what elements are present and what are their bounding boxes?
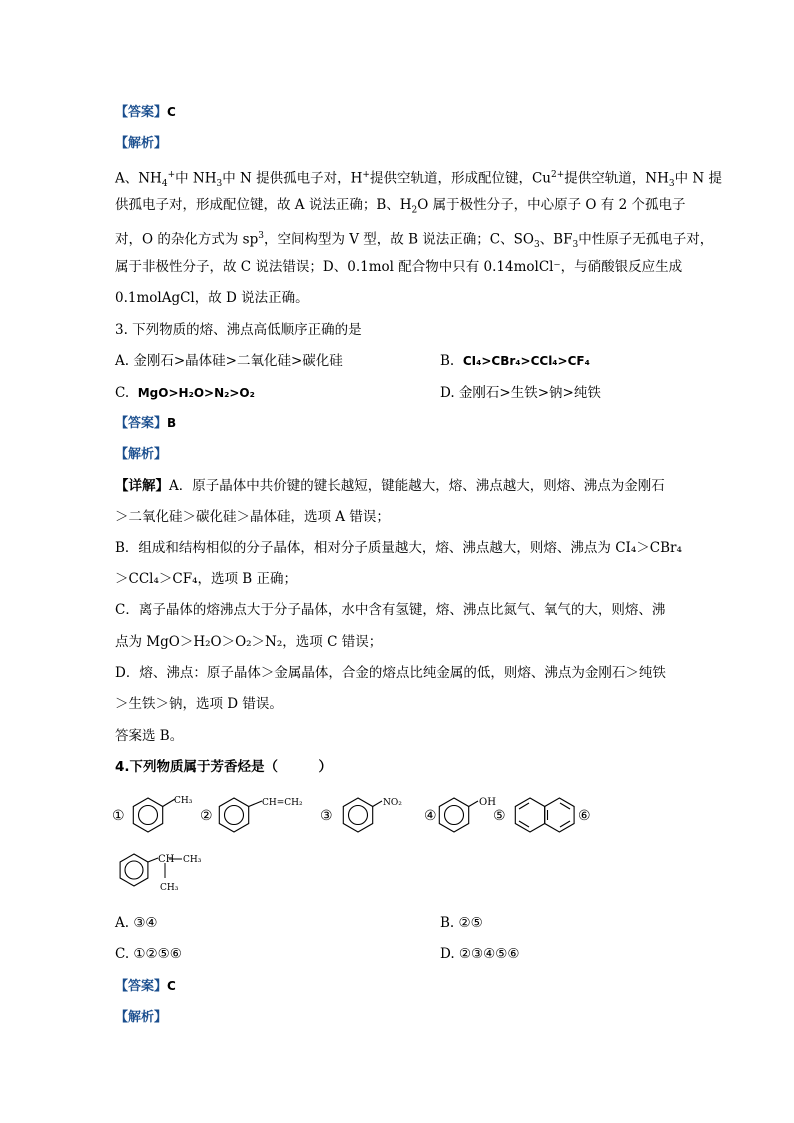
svg-text:CH: CH: [158, 854, 175, 865]
q3-detail-line-4: ＞CCl₄＞CF₄，选项 B 正确；: [115, 571, 297, 587]
q3-conclusion: 答案选 B。: [115, 728, 184, 744]
q4-stem: 4.下列物质属于芳香烃是（ ）: [115, 759, 333, 775]
svg-text:CH₃: CH₃: [183, 855, 202, 865]
naphthalene-structure: [515, 798, 574, 832]
svg-text:OH: OH: [479, 797, 496, 808]
nitrobenzene-structure: [343, 798, 382, 832]
svg-text:NO₂: NO₂: [383, 798, 402, 808]
label-4: ④: [424, 808, 437, 824]
q4-option-a: A. ③④: [115, 915, 158, 931]
q3-option-a: A. 金刚石>晶体硅>二氧化硅>碳化硅: [115, 353, 343, 369]
svg-text:CH=CH₂: CH=CH₂: [262, 798, 303, 808]
label-6: ⑥: [578, 808, 591, 824]
q2-analysis-tag: 【解析】: [115, 136, 168, 151]
q3-detail-line-7: D．熔、沸点：原子晶体＞金属晶体，合金的熔点比纯金属的低，则熔、沸点为金刚石＞纯铁: [115, 665, 666, 681]
q4-option-d: D. ②③④⑤⑥: [440, 946, 520, 962]
cumene-structure: [110, 848, 230, 900]
q3-detail-line-3: B．组成和结构相似的分子晶体，相对分子质量越大，熔、沸点越大，则熔、沸点为 CI₄＞CBr₄: [115, 540, 682, 556]
q2-analysis-line-3: 对，O 的杂化方式为 $sp^3$，空间构型为 V 型，故 B 说法正确；C、$SO_3$、$BF_3$中性原子无孤电子对，: [115, 231, 714, 251]
label-5: ⑤: [493, 808, 506, 824]
answer-tag: 【答案】: [115, 105, 168, 120]
answer-value: C: [167, 105, 176, 119]
q3-detail-line-2: ＞二氧化硅＞碳化硅＞晶体硅，选项 A 错误；: [115, 509, 390, 525]
q4-answer-line: 【答案】C: [115, 979, 176, 994]
q3-stem: 3. 下列物质的熔、沸点高低顺序正确的是: [115, 322, 362, 338]
svg-text:CH₃: CH₃: [160, 883, 179, 893]
q3-answer-line: 【答案】B: [115, 416, 177, 431]
q3-option-b: B. CI₄>CBr₄>CCl₄>CF₄: [440, 353, 590, 369]
styrene-structure: [219, 798, 262, 832]
q4-option-c: C. ①②⑤⑥: [115, 946, 182, 962]
svg-text:CH₃: CH₃: [174, 796, 193, 806]
q2-answer-line: [115, 102, 176, 123]
q3-detail-line-6: 点为 MgO＞H₂O＞O₂＞N₂，选项 C 错误；: [115, 634, 383, 650]
q3-detail-line-5: C．离子晶体的熔沸点大于分子晶体，水中含有氢键，熔、沸点比氮气、氧气的大，则熔、沸: [115, 602, 666, 618]
q2-analysis-line-2: 供孤电子对，形成配位键，故 A 说法正确；B、$H_2O$ 属于极性分子，中心原子 O 有 2 个孤电子: [115, 197, 686, 216]
q3-option-d: D. 金刚石>生铁>钠>纯铁: [440, 385, 601, 401]
q4-analysis-tag: 【解析】: [115, 1010, 168, 1025]
phenol-structure: [439, 798, 478, 832]
q2-analysis-line-5: 0.1molAgCl，故 D 说法正确。: [115, 290, 309, 306]
q3-detail-line-8: ＞生铁＞钠，选项 D 错误。: [115, 696, 283, 712]
label-2: ②: [200, 808, 213, 824]
q4-option-b: B. ②⑤: [440, 915, 483, 931]
toluene-structure: [133, 798, 175, 832]
q3-option-c: C. MgO>H₂O>N₂>O₂: [115, 385, 255, 401]
q2-analysis-line-1: A、$NH_4^+$中 $NH_3$中 N 提供孤电子对，H+提供空轨道，形成配位键，$Cu^{2+}$提供空轨道，$NH_3$中 N 提: [115, 170, 723, 190]
label-1: ①: [112, 808, 125, 824]
q3-detail-line-1: 【详解】A．原子晶体中共价键的键长越短，键能越大，熔、沸点越大，则熔、沸点为金刚石: [115, 478, 665, 494]
q4-structures-row: [110, 788, 600, 843]
label-3: ③: [320, 808, 333, 824]
q3-analysis-tag: 【解析】: [115, 447, 168, 462]
q2-analysis-line-4: 属于非极性分子，故 C 说法错误；D、0.1mol 配合物中只有 0.14molCl⁻，与硝酸银反应生成: [115, 259, 683, 275]
